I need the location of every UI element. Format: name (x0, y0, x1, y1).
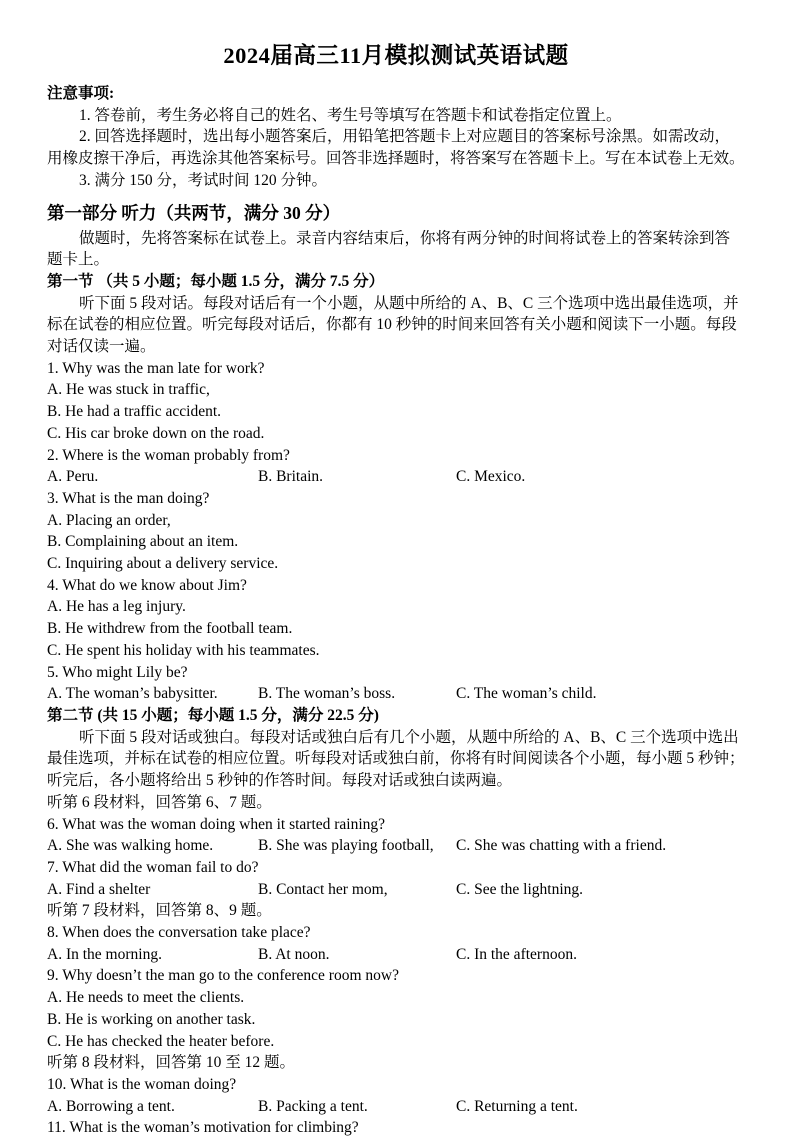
option: C. Returning a tent. (456, 1097, 578, 1115)
option: B. He is working on another task. (47, 1010, 256, 1028)
option: A. She was walking home. (47, 837, 214, 855)
option: A. Find a shelter (47, 880, 151, 898)
page-title: 2024届高三11月模拟测试英语试题 (223, 43, 569, 68)
option-row (47, 835, 745, 857)
option: C. He spent his holiday with his teammates. (47, 641, 320, 659)
option: B. He withdrew from the football team. (47, 620, 293, 638)
option: B. Packing a tent. (258, 1097, 368, 1115)
option: A. The woman’s babysitter. (47, 685, 218, 703)
question-text: 6. What was the woman doing when it started raining? (47, 815, 386, 833)
option: C. He has checked the heater before. (47, 1032, 275, 1050)
option: A. He needs to meet the clients. (47, 989, 245, 1007)
question-text: 7. What did the woman fail to do? (47, 858, 259, 876)
option: A. Peru. (47, 468, 99, 486)
question-text: 10. What is the woman doing? (47, 1075, 237, 1093)
question-text: 8. When does the conversation take place? (47, 924, 311, 942)
notice-item: 3. 满分 150 分，考试时间 120 分钟。 (79, 171, 328, 189)
notice-item: 2. 回答选择题时，选出每小题答案后，用铅笔把答题卡上对应题目的答案标号涂黑。如需改动，用橡皮擦干净后，再选涂其他答案标号。回答非选择题时，将答案写在答题卡上。写在本试卷上无效。 (47, 128, 745, 168)
option-row (47, 683, 745, 705)
option: A. In the morning. (47, 945, 162, 963)
option: C. In the afternoon. (456, 945, 577, 963)
part-heading: 第一部分 听力（共两节，满分 30 分） (47, 202, 341, 223)
question-text: 11. What is the woman’s motivation for climbing? (47, 1119, 359, 1137)
option: A. Borrowing a tent. (47, 1097, 175, 1115)
instructions-paragraph: 听下面 5 段对话。每段对话后有一个小题，从题中所给的 A、B、C 三个选项中选出最佳选项，并标在试卷的相应位置。听完每段对话后，你都有 10 秒钟的时间来回答有关小题和阅读下一小题。每段对话仅读一遍。 (47, 294, 739, 356)
option: B. She was playing football, (258, 837, 434, 855)
section-heading: 第一节 （共 5 小题；每小题 1.5 分，满分 7.5 分） (47, 272, 385, 290)
notice-heading: 注意事项: (47, 85, 115, 102)
option: B. Complaining about an item. (47, 533, 239, 551)
instructions-paragraph: 听下面 5 段对话或独白。每段对话或独白后有几个小题，从题中所给的 A、B、C 三个选项中选出最佳选项，并标在试卷的相应位置。听每段对话或独白前，你将有时间阅读各个小题，每小题 5 秒钟；听完后，各小题将给出 5 秒钟的作答时间。每段对话或独白读两遍。 (47, 728, 745, 790)
option: B. Britain. (258, 468, 324, 486)
option: C. She was chatting with a friend. (456, 837, 667, 855)
question-text: 9. Why doesn’t the man go to the conference room now? (47, 967, 399, 985)
option: B. The woman’s boss. (258, 685, 396, 703)
question-text: 5. Who might Lily be? (47, 663, 188, 681)
option: A. He was stuck in traffic, (47, 381, 210, 399)
option-row (47, 944, 745, 966)
material-prompt: 听第 7 段材料，回答第 8、9 题。 (47, 902, 272, 920)
option: C. See the lightning. (456, 880, 584, 898)
material-prompt: 听第 8 段材料，回答第 10 至 12 题。 (47, 1054, 296, 1072)
option: A. Placing an order, (47, 511, 171, 529)
option: A. He has a leg injury. (47, 598, 186, 616)
instructions-paragraph: 做题时，先将答案标在试卷上。录音内容结束后，你将有两分钟的时间将试卷上的答案转涂到答题卡上。 (47, 229, 731, 269)
option-row (47, 879, 745, 901)
notice-item: 1. 答卷前，考生务必将自己的姓名、考生号等填写在答题卡和试卷指定位置上。 (79, 106, 622, 124)
option: C. The woman’s child. (456, 685, 597, 703)
option: B. Contact her mom, (258, 880, 388, 898)
option-row (47, 466, 745, 488)
question-text: 4. What do we know about Jim? (47, 576, 247, 594)
option: C. Inquiring about a delivery service. (47, 555, 279, 573)
option-row (47, 1096, 745, 1118)
question-text: 3. What is the man doing? (47, 489, 210, 507)
option: C. His car broke down on the road. (47, 424, 265, 442)
document-content (47, 83, 745, 1139)
question-text: 2. Where is the woman probably from? (47, 446, 290, 464)
option: C. Mexico. (456, 468, 526, 486)
option: B. At noon. (258, 945, 330, 963)
material-prompt: 听第 6 段材料，回答第 6、7 题。 (47, 793, 272, 811)
section-heading: 第二节 (共 15 小题；每小题 1.5 分，满分 22.5 分) (47, 706, 379, 724)
option: B. He had a traffic accident. (47, 403, 222, 421)
question-text: 1. Why was the man late for work? (47, 359, 265, 377)
